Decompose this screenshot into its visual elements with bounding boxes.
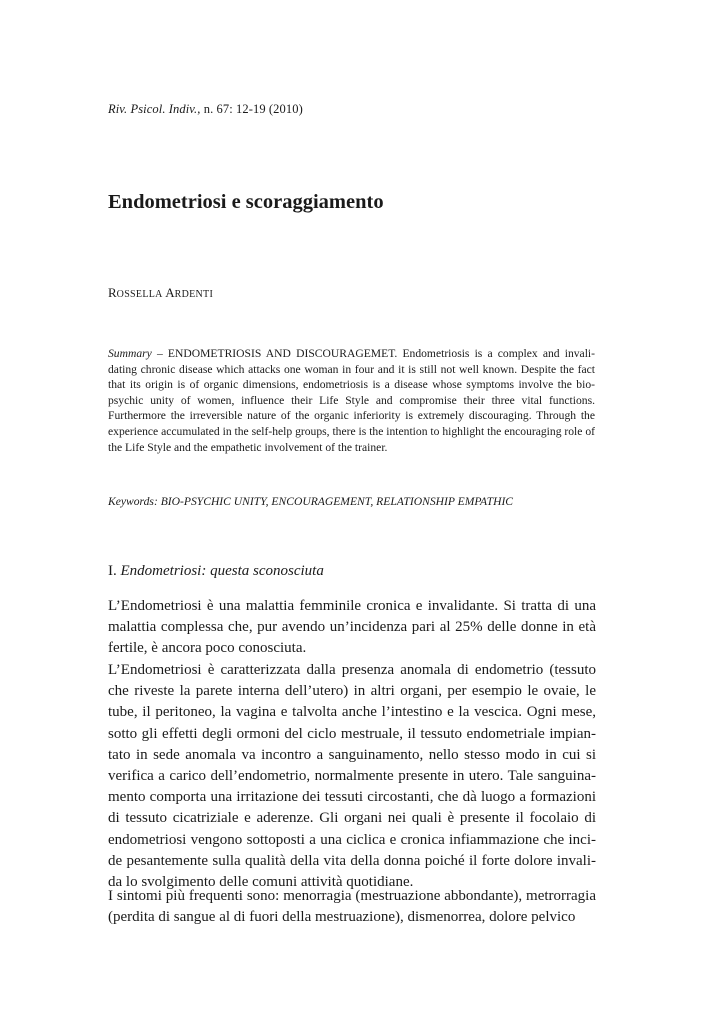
body-paragraph: L’Endometriosi è una malattia femminile cronica e invalidante. Si tratta di una malattia complessa che, pur avendo un’incidenza pari al 25% delle donne in età fertile, è ancora poco conosciuta. xyxy=(108,598,596,657)
summary-text: ENDOMETRIOSIS AND DISCOURAGEMET. Endometriosis is a complex and invalidating chronic disease which attacks one woman in four and it is still not well known. Despite the fact that its origin is of organic dimensions, endometriosis is a disease whose symptoms involve the biopsychic unity of women, influence their Life Style and compromise their three vital functions. Furthermore the irreversible nature of the organic inferiority is extremely discouraging. Through the experience accumulated in the self-help groups, there is the intention to highlight the encouraging role of the Life Style and the empathetic involvement of the trainer. xyxy=(108,347,596,454)
author-last-rest: RDENTI xyxy=(174,289,214,300)
section-heading xyxy=(108,563,324,580)
keywords-line: Keywords: BIO-PSYCHIC UNITY, ENCOURAGEMENT, RELATIONSHIP EMPATHIC xyxy=(108,495,514,508)
journal-reference xyxy=(108,102,303,117)
journal-name: Riv. Psicol. Indiv. xyxy=(108,102,198,116)
body-paragraph: L’Endometriosi è caratterizzata dalla presenza anomala di endometrio (tessuto che riveste la parete interna dell’utero) in altri organi, per esempio le ovaie, le tube, il peritoneo, la vagina e talvolta anche l’intestino e la vescica. Ogni mese, sotto gli effetti degli ormoni del ciclo mestruale, il tessuto endometriale impiantato in sede anomala va incontro a sanguinamento, nello stesso modo in cui si verifica a carico dell’endometrio, normalmente presente in utero. Tale sanguinamento comporta una irritazione dei tessuti circostanti, che dà luogo a formazioni di tessuto cicatriziale e aderenze. Gli organi nei quali è presente il focolaio di endometriosi vengono sottoposti a una ciclica e cronica infiammazione che incide pesantemente sulla qualità della vita della donna poiché il forte dolore invalida lo svolgimento delle comuni attività quotidiane. xyxy=(108,662,596,891)
author-first-initial: R xyxy=(108,285,117,300)
section-number: I. xyxy=(108,563,121,579)
article-author xyxy=(108,285,213,301)
article-title: Endometriosi e scoraggiamento xyxy=(108,191,384,213)
author-first-rest: OSSELLA xyxy=(116,289,163,300)
author-last-initial: A xyxy=(165,285,175,300)
section-title: Endometriosi: questa sconosciuta xyxy=(120,563,324,579)
summary-label: Summary xyxy=(108,347,152,360)
summary-dash: – xyxy=(151,347,168,360)
summary-abstract xyxy=(108,346,595,455)
journal-issue-details: , n. 67: 12-19 (2010) xyxy=(197,102,303,116)
body-paragraph: I sintomi più frequenti sono: menorragia (mestruazione abbondante), metrorragia (perdita di sangue al di fuori della mestruazione), dismenorrea, dolore pelvico xyxy=(108,888,596,926)
